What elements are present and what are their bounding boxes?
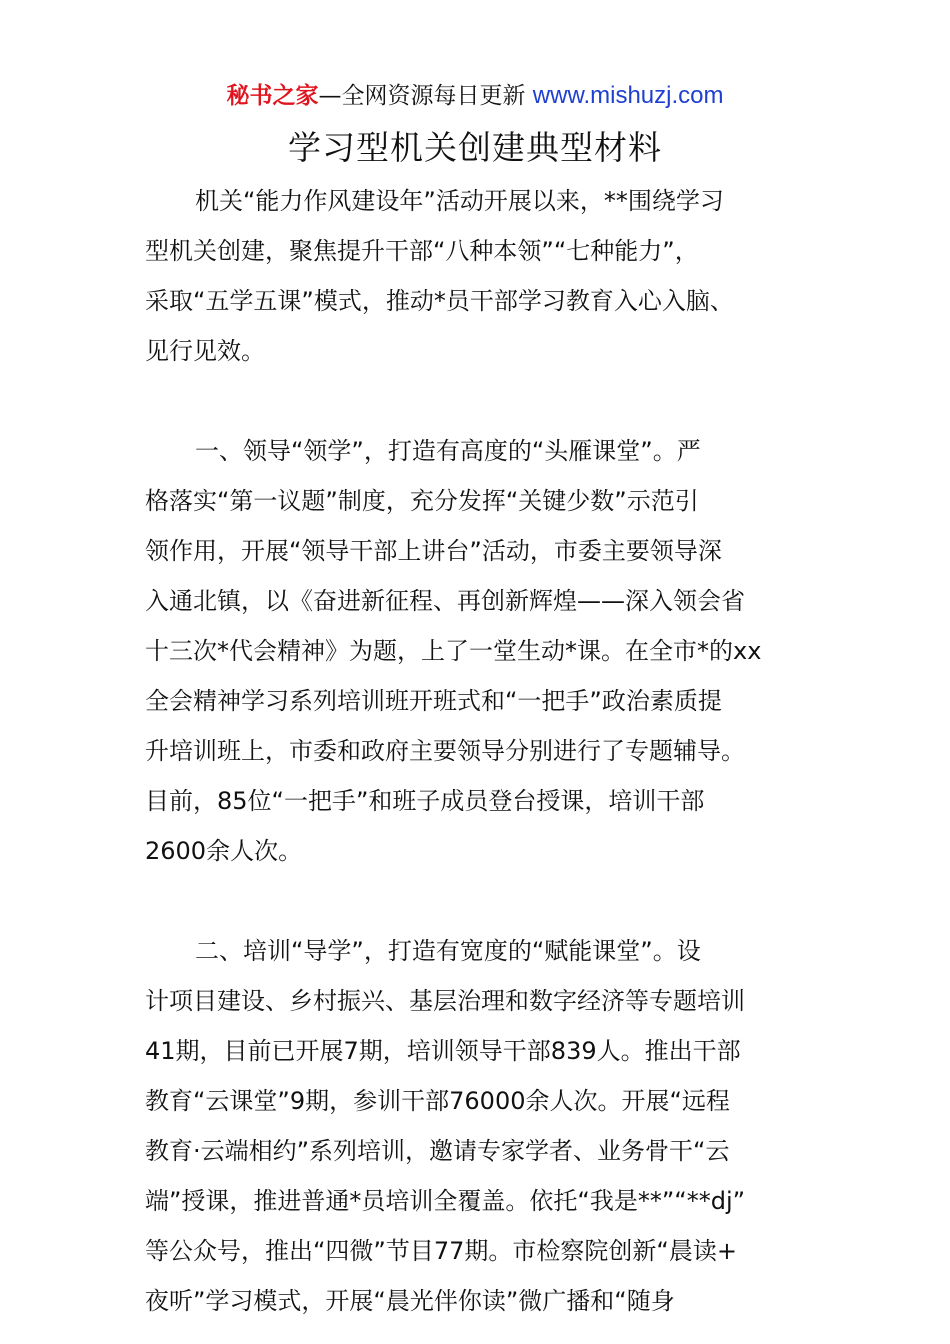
text-line: 采取“五学五课”模式，推动*员干部学习教育入心入脑、 [145,287,734,315]
text-line: 十三次*代会精神》为题，上了一堂生动*课。在全市*的xx [145,637,762,665]
text-line: 夜听”学习模式，开展“晨光伴你读”微广播和“随身 [145,1287,675,1315]
text-line: 端”授课，推进普通*员培训全覆盖。依托“我是**”“**dj” [145,1187,746,1215]
text-line: 等公众号，推出“四微”节目77期。市检察院创新“晨读+ [145,1237,737,1265]
site-url-link[interactable]: www.mishuzj.com [532,82,724,109]
text-line: 教育“云课堂”9期，参训干部76000余人次。开展“远程 [145,1087,730,1115]
text-line: 机关“能力作风建设年”活动开展以来，**围绕学习 [195,187,724,215]
text-line: 2600余人次。 [145,837,303,865]
text-line: 升培训班上，市委和政府主要领导分别进行了专题辅导。 [145,737,745,765]
paragraph-gap [145,876,810,926]
text-line: 见行见效。 [145,337,265,365]
text-line: 一、领导“领学”，打造有高度的“头雁课堂”。严 [195,437,701,465]
site-header [0,80,950,112]
text-line: 二、培训“导学”，打造有宽度的“赋能课堂”。设 [195,937,701,965]
document-body [145,176,810,1326]
document-title: 学习型机关创建典型材料 [288,128,662,167]
text-line: 目前，85位“一把手”和班子成员登台授课，培训干部 [145,787,705,815]
text-line: 计项目建设、乡村振兴、基层治理和数字经济等专题培训 [145,987,745,1015]
text-line: 领作用，开展“领导干部上讲台”活动，市委主要领导深 [145,537,722,565]
brand-name: 秘书之家 [226,83,319,109]
paragraph-section-one [145,426,810,876]
text-line: 41期，目前已开展7期，培训领导干部839人。推出干部 [145,1037,741,1065]
text-line: 型机关创建，聚焦提升干部“八种本领”“七种能力”， [145,237,699,265]
text-line: 格落实“第一议题”制度，充分发挥“关键少数”示范引 [145,487,699,515]
paragraph-gap [145,376,810,426]
text-line: 全会精神学习系列培训班开班式和“一把手”政治素质提 [145,687,722,715]
header-tagline: —全网资源每日更新 [318,83,526,109]
paragraph-intro [145,176,810,376]
text-line: 入通北镇，以《奋进新征程、再创新辉煌——深入领会省 [145,587,745,615]
text-line: 教育·云端相约”系列培训，邀请专家学者、业务骨干“云 [145,1137,730,1165]
paragraph-section-two [145,926,810,1326]
